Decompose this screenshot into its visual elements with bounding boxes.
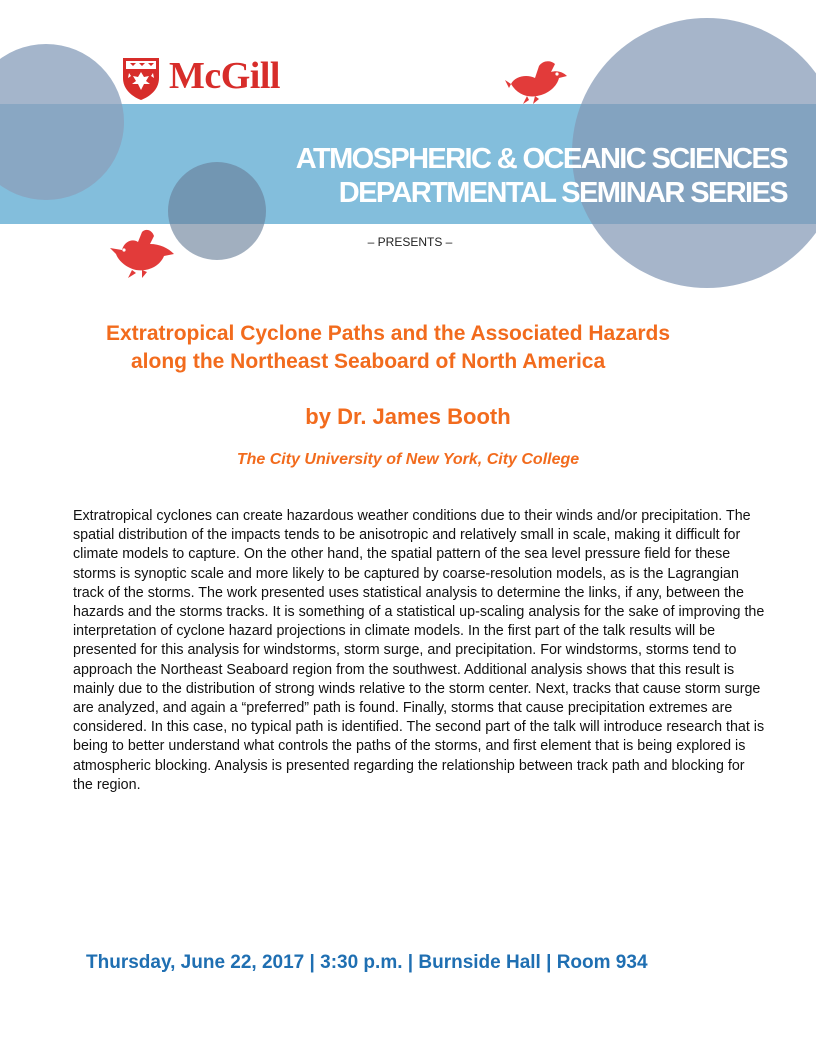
series-title-line2: DEPARTMENTAL SEMINAR SERIES [338,177,787,209]
presents-label [0,235,816,249]
talk-title-line1: Extratropical Cyclone Paths and the Associated Hazards [106,322,671,345]
talk-title-line2: along the Northeast Seaboard of North America [131,350,606,373]
seminar-series-title [296,142,787,210]
presents-text: – PRESENTS – [367,235,453,249]
event-details: Thursday, June 22, 2017 | 3:30 p.m. | Burnside Hall | Room 934 [86,952,648,973]
speaker-name: by Dr. James Booth [305,404,511,429]
speaker-affiliation: The City University of New York, City College [236,451,580,468]
abstract-text: Extratropical cyclones can create hazardous weather conditions due to their winds and/or precipitation. The spatial distribution of the impacts tends to be anisotropic and relatively small in scale, making it difficult for climate models to capture. On the other hand, the spatial pattern of the sea level pressure field for these storms is synoptic scale and more likely to be captured by coarse-resolution models, as is the Lagrangian track of the storms. The work presented uses statistical analysis to determine the links, if any, between the hazards and the storms tracks. It is something of a statistical up-scaling analysis for the sake of improving the interpretation of cyclone hazard projections in climate models. In the first part of the talk results will be presented for this analysis for windstorms, storm surge, and precipitation. For windstorms, storms tend to approach the Northeast Seaboard region from the southwest. Additional analysis shows that this result is mainly due to the distribution of strong winds relative to the storm center. Next, tracks that cause storm surge are analyzed, and again a “preferred” path is found. Finally, storms that cause precipitation extremes are considered. In this case, no typical path is identified. The second part of the talk will introduce research that is being to better understand what controls the paths of the storms, and first element that is being explored is atmospheric blocking. Analysis is presented regarding the relationship between track path and blocking for the region. [73,508,765,793]
series-title-line1: ATMOSPHERIC & OCEANIC SCIENCES [295,143,787,175]
mcgill-shield-icon [121,56,161,102]
red-bird-icon [505,58,575,106]
logo-wordmark: McGill [169,55,280,97]
